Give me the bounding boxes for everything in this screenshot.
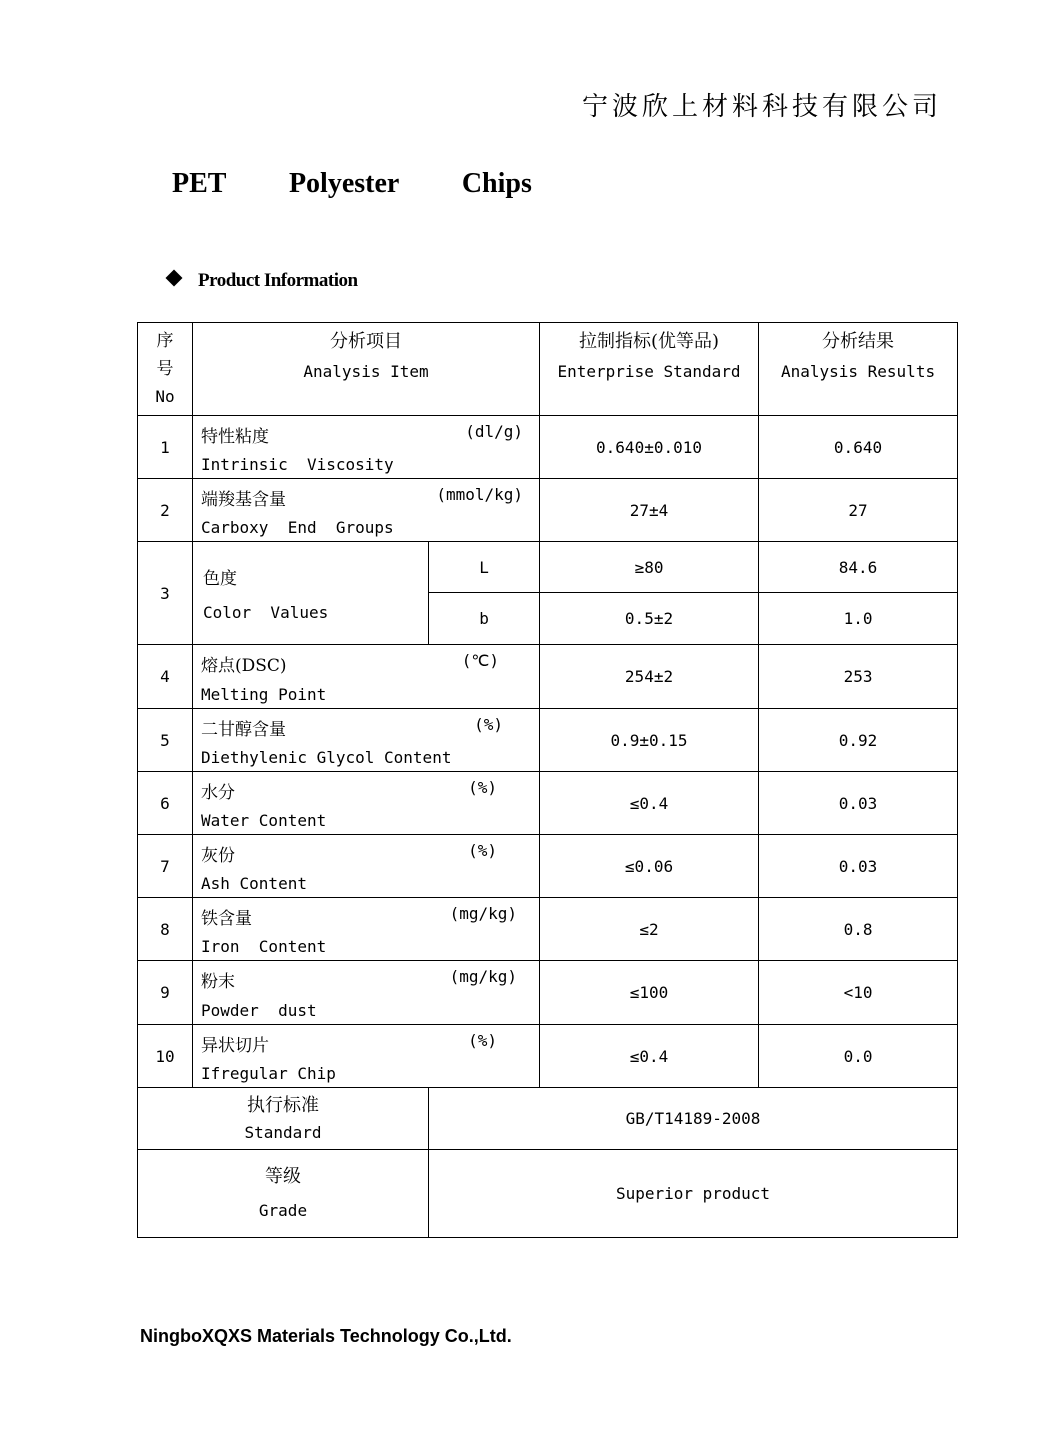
item-name-en: Powder dust <box>201 1001 317 1020</box>
row-sub-param: L <box>429 542 540 593</box>
row-result: 0.640 <box>759 416 958 479</box>
item-unit: (%) <box>468 778 498 797</box>
row-result: 0.0 <box>759 1025 958 1088</box>
item-unit: (%) <box>468 1031 498 1050</box>
table-row <box>138 772 958 835</box>
item-name-cn: 端羧基含量 <box>201 490 286 510</box>
item-name-en: Ifregular Chip <box>201 1064 336 1083</box>
table-row <box>138 479 958 542</box>
item-name-en: Iron Content <box>201 937 327 956</box>
row-standard: ≤2 <box>540 898 759 961</box>
row-standard: ≥80 <box>540 542 759 593</box>
item-unit: (%) <box>468 841 498 860</box>
header-item <box>193 323 540 416</box>
row-item <box>193 479 540 542</box>
item-name-en: Intrinsic Viscosity <box>201 455 394 474</box>
row-item <box>193 835 540 898</box>
item-name-cn: 熔点(DSC) <box>201 656 287 676</box>
section-heading <box>168 270 358 292</box>
header-standard <box>540 323 759 416</box>
header-no-cn-1: 序 <box>156 331 174 351</box>
row-item <box>193 898 540 961</box>
row-result: 1.0 <box>759 593 958 645</box>
item-name-cn: 二甘醇含量 <box>201 720 286 740</box>
row-sub-param: b <box>429 593 540 645</box>
header-result-cn: 分析结果 <box>822 331 895 352</box>
row-item <box>193 709 540 772</box>
row-result: 0.03 <box>759 772 958 835</box>
table-header-row <box>138 323 958 416</box>
diamond-bullet-icon <box>166 270 183 287</box>
row-result: 84.6 <box>759 542 958 593</box>
row-result: 0.03 <box>759 835 958 898</box>
row-result: 0.92 <box>759 709 958 772</box>
footer-company-name: NingboXQXS Materials Technology Co.,Ltd. <box>140 1326 512 1346</box>
row-item <box>193 542 429 645</box>
table-row <box>138 1025 958 1088</box>
row-result: 27 <box>759 479 958 542</box>
row-standard: ≤0.4 <box>540 1025 759 1088</box>
grade-value: Superior product <box>429 1150 958 1238</box>
row-number: 8 <box>138 898 193 961</box>
header-no-en: No <box>155 387 175 406</box>
row-standard: ≤100 <box>540 961 759 1025</box>
header-no-cn-2: 号 <box>156 359 174 379</box>
row-number: 5 <box>138 709 193 772</box>
item-name-cn: 灰份 <box>201 846 235 866</box>
table-row <box>138 898 958 961</box>
row-standard: ≤0.4 <box>540 772 759 835</box>
row-item <box>193 645 540 709</box>
document-title: PET Polyester Chips <box>172 168 532 199</box>
row-standard: ≤0.06 <box>540 835 759 898</box>
standard-label <box>138 1088 429 1150</box>
grade-label-cn: 等级 <box>265 1165 301 1187</box>
row-result: <10 <box>759 961 958 1025</box>
header-result <box>759 323 958 416</box>
item-unit: (℃) <box>461 651 500 670</box>
row-number: 4 <box>138 645 193 709</box>
row-standard: 27±4 <box>540 479 759 542</box>
section-heading-label: Product Information <box>198 270 358 291</box>
standard-row <box>138 1088 958 1150</box>
grade-label-en: Grade <box>258 1200 308 1220</box>
item-name-en: Carboxy End Groups <box>201 518 394 537</box>
product-spec-table <box>137 322 958 1238</box>
row-standard: 0.640±0.010 <box>540 416 759 479</box>
row-number: 2 <box>138 479 193 542</box>
row-standard: 0.9±0.15 <box>540 709 759 772</box>
table-row <box>138 542 958 593</box>
row-number: 9 <box>138 961 193 1025</box>
row-standard: 254±2 <box>540 645 759 709</box>
item-name-en: Water Content <box>201 811 327 830</box>
row-number: 6 <box>138 772 193 835</box>
item-unit: (mg/kg) <box>449 967 518 986</box>
item-name-en: Diethylenic Glycol Content <box>201 748 452 767</box>
row-result: 0.8 <box>759 898 958 961</box>
item-name-cn: 粉末 <box>201 972 235 992</box>
row-item <box>193 416 540 479</box>
header-item-cn: 分析项目 <box>330 331 402 352</box>
table-row <box>138 416 958 479</box>
item-name-en: Ash Content <box>201 874 307 893</box>
header-result-en: Analysis Results <box>780 362 936 381</box>
grade-row <box>138 1150 958 1238</box>
table-row <box>138 645 958 709</box>
item-name-cn: 特性粘度 <box>201 427 269 447</box>
header-item-en: Analysis Item <box>303 362 429 381</box>
table-row <box>138 835 958 898</box>
row-item <box>193 772 540 835</box>
item-name-cn: 色度 <box>203 569 237 589</box>
item-name-en: Color Values <box>203 603 329 622</box>
item-unit: (mg/kg) <box>449 904 518 923</box>
grade-label <box>138 1150 429 1238</box>
table-row <box>138 961 958 1025</box>
row-result: 253 <box>759 645 958 709</box>
standard-label-cn: 执行标准 <box>247 1094 319 1116</box>
company-name-chinese: 宁波欣上材料科技有限公司 <box>581 92 942 122</box>
item-name-cn: 铁含量 <box>201 909 252 929</box>
row-standard: 0.5±2 <box>540 593 759 645</box>
header-no <box>138 323 193 416</box>
item-name-cn: 水分 <box>201 783 235 803</box>
item-name-en: Melting Point <box>201 685 327 704</box>
item-unit: (dl/g) <box>465 422 524 441</box>
row-item <box>193 961 540 1025</box>
row-item <box>193 1025 540 1088</box>
standard-value: GB/T14189-2008 <box>429 1088 958 1150</box>
row-number: 3 <box>138 542 193 645</box>
header-standard-en: Enterprise Standard <box>557 362 741 381</box>
item-unit: (mmol/kg) <box>436 485 524 504</box>
row-number: 7 <box>138 835 193 898</box>
header-standard-cn: 拉制指标(优等品) <box>578 331 720 352</box>
standard-label-en: Standard <box>244 1122 322 1142</box>
row-number: 1 <box>138 416 193 479</box>
table-row <box>138 709 958 772</box>
item-name-cn: 异状切片 <box>201 1036 269 1056</box>
item-unit: (%) <box>474 715 504 734</box>
row-number: 10 <box>138 1025 193 1088</box>
